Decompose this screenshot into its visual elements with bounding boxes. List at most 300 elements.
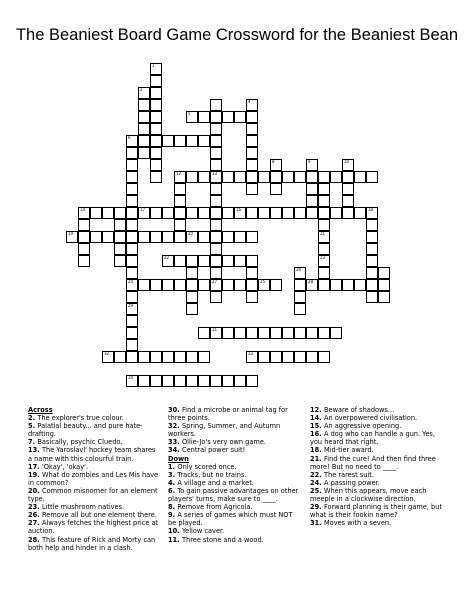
grid-cell[interactable] [294, 279, 306, 291]
grid-cell[interactable] [126, 171, 138, 183]
grid-cell[interactable] [282, 351, 294, 363]
clue-item [28, 536, 160, 552]
grid-cell[interactable] [318, 183, 330, 195]
grid-cell[interactable] [330, 207, 342, 219]
clue-item [168, 422, 302, 438]
clue-number: 26. [28, 511, 42, 520]
grid-cell[interactable] [306, 183, 318, 195]
grid-cell[interactable] [222, 375, 234, 387]
clue-number: 10 [344, 159, 350, 164]
grid-cell[interactable] [222, 231, 234, 243]
grid-cell[interactable] [306, 351, 318, 363]
clue-item [168, 511, 302, 527]
grid-cell[interactable] [102, 231, 114, 243]
grid-cell[interactable] [210, 255, 222, 267]
grid-cell[interactable] [306, 171, 318, 183]
clue-text: A passing power. [323, 478, 380, 487]
grid-cell[interactable] [186, 255, 198, 267]
clue-item [168, 446, 302, 454]
grid-cell[interactable] [306, 207, 318, 219]
grid-cell[interactable] [294, 291, 306, 303]
grid-cell[interactable] [306, 195, 318, 207]
grid-cell[interactable] [186, 375, 198, 387]
clue-item [168, 479, 302, 487]
clue-item [310, 406, 448, 414]
grid-cell[interactable] [174, 279, 186, 291]
grid-cell[interactable] [366, 279, 378, 291]
grid-cell[interactable] [90, 207, 102, 219]
grid-cell[interactable] [234, 171, 246, 183]
grid-cell[interactable] [366, 231, 378, 243]
clue-item [310, 430, 448, 446]
clue-item [310, 446, 448, 454]
grid-cell[interactable] [246, 111, 258, 123]
grid-cell[interactable] [210, 99, 222, 111]
grid-cell[interactable] [186, 291, 198, 303]
grid-cell[interactable] [342, 159, 354, 171]
grid-cell[interactable] [66, 231, 78, 243]
grid-cell[interactable] [126, 339, 138, 351]
grid-cell[interactable] [246, 255, 258, 267]
grid-cell[interactable] [210, 123, 222, 135]
grid-cell[interactable] [366, 219, 378, 231]
clue-item [168, 536, 302, 544]
grid-cell[interactable] [126, 243, 138, 255]
clue-text: Find the cure! And then find three more! But no need to ____. [310, 454, 436, 471]
grid-cell[interactable] [246, 327, 258, 339]
grid-cell[interactable] [210, 375, 222, 387]
grid-cell[interactable] [222, 171, 234, 183]
grid-cell[interactable] [150, 99, 162, 111]
clue-item [28, 503, 160, 511]
clue-item [168, 487, 302, 503]
clue-text: A dog who can handle a gun. Yes, you heard that right. [310, 430, 435, 447]
grid-cell[interactable] [246, 375, 258, 387]
grid-cell[interactable] [366, 291, 378, 303]
grid-cell[interactable] [222, 255, 234, 267]
grid-cell[interactable] [114, 231, 126, 243]
grid-cell[interactable] [222, 111, 234, 123]
grid-cell[interactable] [294, 267, 306, 279]
grid-cell[interactable] [150, 75, 162, 87]
grid-cell[interactable] [246, 279, 258, 291]
clue-item [28, 511, 160, 519]
grid-cell[interactable] [114, 207, 126, 219]
grid-cell[interactable] [126, 351, 138, 363]
grid-cell[interactable] [126, 255, 138, 267]
grid-cell[interactable] [222, 327, 234, 339]
clue-text: The explorer's true colour. [37, 414, 124, 423]
clue-text: Tracks, but no trains. [177, 470, 247, 479]
grid-cell[interactable] [102, 351, 114, 363]
grid-cell[interactable] [318, 171, 330, 183]
grid-cell[interactable] [210, 183, 222, 195]
grid-cell[interactable] [294, 171, 306, 183]
grid-cell[interactable] [210, 243, 222, 255]
grid-cell[interactable] [126, 315, 138, 327]
grid-cell[interactable] [150, 351, 162, 363]
grid-cell[interactable] [246, 147, 258, 159]
grid-cell[interactable] [126, 375, 138, 387]
grid-cell[interactable] [342, 207, 354, 219]
grid-cell[interactable] [366, 207, 378, 219]
grid-cell[interactable] [210, 135, 222, 147]
grid-cell[interactable] [138, 351, 150, 363]
grid-cell[interactable] [174, 351, 186, 363]
grid-cell[interactable] [150, 231, 162, 243]
grid-cell[interactable] [78, 255, 90, 267]
grid-cell[interactable] [198, 351, 210, 363]
grid-cell[interactable] [198, 171, 210, 183]
grid-cell[interactable] [234, 375, 246, 387]
grid-cell[interactable] [138, 111, 150, 123]
grid-cell[interactable] [210, 219, 222, 231]
grid-cell[interactable] [246, 123, 258, 135]
grid-cell[interactable] [270, 183, 282, 195]
grid-cell[interactable] [138, 123, 150, 135]
clue-number: 5 [188, 111, 191, 116]
grid-cell[interactable] [174, 231, 186, 243]
grid-cell[interactable] [150, 135, 162, 147]
grid-cell[interactable] [162, 207, 174, 219]
clue-number: 8. [168, 503, 178, 512]
clue-text: 'Okay', 'okay'. [41, 462, 89, 471]
grid-cell[interactable] [318, 219, 330, 231]
grid-cell[interactable] [186, 267, 198, 279]
clue-text: What do zombies and Les Mis have in common? [28, 470, 159, 487]
grid-cell[interactable] [234, 279, 246, 291]
grid-cell[interactable] [246, 351, 258, 363]
clue-item [168, 471, 302, 479]
grid-cell[interactable] [378, 291, 390, 303]
clue-number: 9. [168, 511, 178, 520]
grid-cell[interactable] [210, 291, 222, 303]
grid-cell[interactable] [138, 99, 150, 111]
grid-cell[interactable] [150, 147, 162, 159]
grid-cell[interactable] [162, 135, 174, 147]
grid-cell[interactable] [222, 279, 234, 291]
grid-cell[interactable] [78, 207, 90, 219]
clue-item [310, 519, 448, 527]
clue-item [28, 446, 160, 462]
grid-cell[interactable] [342, 171, 354, 183]
grid-cell[interactable] [198, 207, 210, 219]
grid-cell[interactable] [378, 279, 390, 291]
grid-cell[interactable] [330, 171, 342, 183]
grid-cell[interactable] [102, 207, 114, 219]
grid-cell[interactable] [126, 327, 138, 339]
clue-number: 27. [28, 519, 42, 528]
grid-cell[interactable] [318, 327, 330, 339]
grid-cell[interactable] [246, 159, 258, 171]
grid-cell[interactable] [126, 147, 138, 159]
grid-cell[interactable] [246, 135, 258, 147]
grid-cell[interactable] [114, 351, 126, 363]
grid-cell[interactable] [210, 207, 222, 219]
clue-text: Little mushroom natives. [41, 503, 125, 512]
grid-cell[interactable] [270, 327, 282, 339]
grid-cell[interactable] [126, 159, 138, 171]
clue-number: 1. [168, 462, 178, 471]
clue-number: 32. [168, 422, 182, 431]
clue-item [28, 422, 160, 438]
grid-cell[interactable] [198, 135, 210, 147]
grid-cell[interactable] [258, 351, 270, 363]
grid-cell[interactable] [162, 255, 174, 267]
across-header: Across [28, 406, 53, 414]
clue-item [28, 471, 160, 487]
grid-cell[interactable] [354, 171, 366, 183]
grid-cell[interactable] [174, 375, 186, 387]
grid-cell[interactable] [234, 255, 246, 267]
grid-cell[interactable] [306, 159, 318, 171]
grid-cell[interactable] [138, 279, 150, 291]
grid-cell[interactable] [174, 195, 186, 207]
grid-cell[interactable] [150, 87, 162, 99]
grid-cell[interactable] [138, 147, 150, 159]
grid-cell[interactable] [126, 219, 138, 231]
grid-cell[interactable] [210, 171, 222, 183]
clue-item [310, 503, 448, 519]
grid-cell[interactable] [258, 171, 270, 183]
grid-cell[interactable] [198, 111, 210, 123]
clue-number: 16. [310, 430, 324, 439]
grid-cell[interactable] [174, 255, 186, 267]
grid-cell[interactable] [210, 159, 222, 171]
grid-cell[interactable] [222, 207, 234, 219]
clue-number: 20 [188, 231, 194, 236]
grid-cell[interactable] [126, 183, 138, 195]
grid-cell[interactable] [270, 279, 282, 291]
grid-cell[interactable] [126, 207, 138, 219]
clue-item [168, 527, 302, 535]
grid-cell[interactable] [306, 327, 318, 339]
puzzle-title: The Beaniest Board Game Crossword for the Beaniest Bean [15, 26, 459, 44]
clue-text: Beware of shadows... [323, 406, 395, 414]
clue-item [310, 487, 448, 503]
grid-cell[interactable] [210, 267, 222, 279]
grid-cell[interactable] [78, 243, 90, 255]
grid-cell[interactable] [234, 327, 246, 339]
grid-cell[interactable] [198, 375, 210, 387]
grid-cell[interactable] [126, 303, 138, 315]
clue-text: To gain passive advantages on other players' turns, make sure to ____. [168, 486, 299, 504]
grid-cell[interactable] [354, 279, 366, 291]
clue-text: Basically, psychic Cluedo. [37, 438, 123, 447]
clue-number: 6. [168, 486, 178, 495]
grid-cell[interactable] [150, 123, 162, 135]
grid-cell[interactable] [162, 375, 174, 387]
clue-number: 33 [248, 351, 254, 356]
grid-cell[interactable] [150, 159, 162, 171]
grid-cell[interactable] [234, 207, 246, 219]
grid-cell[interactable] [210, 111, 222, 123]
grid-cell[interactable] [198, 327, 210, 339]
grid-cell[interactable] [90, 231, 102, 243]
grid-cell[interactable] [318, 267, 330, 279]
clue-number: 32 [104, 351, 110, 356]
clue-number: 12 [176, 171, 182, 176]
grid-cell[interactable] [378, 267, 390, 279]
clue-number: 11. [168, 535, 182, 544]
clue-text: Moves with a seven. [323, 519, 392, 528]
grid-cell[interactable] [138, 87, 150, 99]
grid-cell[interactable] [174, 219, 186, 231]
grid-cell[interactable] [186, 111, 198, 123]
grid-cell[interactable] [78, 231, 90, 243]
grid-cell[interactable] [258, 279, 270, 291]
grid-cell[interactable] [294, 207, 306, 219]
grid-cell[interactable] [186, 135, 198, 147]
clue-number: 20. [28, 486, 42, 495]
grid-cell[interactable] [138, 231, 150, 243]
down-header: Down [168, 454, 189, 463]
grid-cell[interactable] [186, 303, 198, 315]
grid-cell[interactable] [306, 279, 318, 291]
clue-text: Ollie-Jo's very own game. [181, 438, 266, 447]
grid-cell[interactable] [318, 207, 330, 219]
grid-cell[interactable] [246, 99, 258, 111]
grid-cell[interactable] [330, 279, 342, 291]
grid-cell[interactable] [342, 183, 354, 195]
clue-number: 34 [128, 375, 134, 380]
clue-number: 21 [320, 231, 326, 236]
grid-cell[interactable] [246, 183, 258, 195]
grid-cell[interactable] [246, 171, 258, 183]
grid-cell[interactable] [78, 219, 90, 231]
grid-cell[interactable] [162, 279, 174, 291]
grid-cell[interactable] [342, 279, 354, 291]
clue-number: 14. [310, 414, 324, 423]
grid-cell[interactable] [174, 135, 186, 147]
clue-number: 23. [28, 503, 42, 512]
grid-cell[interactable] [198, 255, 210, 267]
clue-item [168, 406, 302, 422]
grid-cell[interactable] [198, 279, 210, 291]
clue-text: Mid-tier award. [323, 446, 374, 455]
clue-number: 4. [168, 478, 178, 487]
grid-cell[interactable] [318, 255, 330, 267]
grid-cell[interactable] [330, 327, 342, 339]
grid-cell[interactable] [114, 243, 126, 255]
grid-cell[interactable] [270, 207, 282, 219]
grid-cell[interactable] [282, 207, 294, 219]
grid-cell[interactable] [186, 231, 198, 243]
grid-cell[interactable] [258, 207, 270, 219]
grid-cell[interactable] [150, 279, 162, 291]
grid-cell[interactable] [138, 135, 150, 147]
clue-number: 2. [28, 414, 38, 423]
down-clue-list-2 [310, 406, 448, 527]
grid-cell[interactable] [282, 327, 294, 339]
clue-number: 6 [128, 135, 131, 140]
grid-cell[interactable] [234, 231, 246, 243]
clue-text: Common misnomer for an element type. [28, 486, 158, 504]
grid-cell[interactable] [246, 267, 258, 279]
clue-item [310, 471, 448, 479]
grid-cell[interactable] [126, 279, 138, 291]
clue-number: 29 [128, 303, 134, 308]
grid-cell[interactable] [210, 279, 222, 291]
grid-cell[interactable] [210, 327, 222, 339]
grid-cell[interactable] [270, 351, 282, 363]
grid-cell[interactable] [366, 171, 378, 183]
grid-cell[interactable] [270, 159, 282, 171]
clue-text: The Yaroslavl' hockey team shares a name with this colourful train. [28, 446, 156, 463]
grid-cell[interactable] [318, 243, 330, 255]
clue-text: Find a microbe or animal tag for three points. [168, 406, 288, 423]
grid-cell[interactable] [294, 303, 306, 315]
grid-cell[interactable] [126, 195, 138, 207]
grid-cell[interactable] [186, 351, 198, 363]
clue-text: A village and a market. [177, 478, 254, 487]
grid-cell[interactable] [354, 207, 366, 219]
grid-cell[interactable] [174, 171, 186, 183]
grid-cell[interactable] [366, 255, 378, 267]
grid-cell[interactable] [114, 219, 126, 231]
grid-cell[interactable] [114, 255, 126, 267]
grid-cell[interactable] [318, 351, 330, 363]
grid-cell[interactable] [186, 171, 198, 183]
grid-cell[interactable] [234, 111, 246, 123]
grid-cell[interactable] [246, 231, 258, 243]
grid-cell[interactable] [318, 195, 330, 207]
grid-cell[interactable] [366, 267, 378, 279]
grid-cell[interactable] [210, 195, 222, 207]
grid-cell[interactable] [366, 243, 378, 255]
grid-cell[interactable] [174, 207, 186, 219]
grid-cell[interactable] [342, 195, 354, 207]
grid-cell[interactable] [294, 351, 306, 363]
grid-cell[interactable] [210, 147, 222, 159]
grid-cell[interactable] [150, 207, 162, 219]
clue-text: Always fetches the highest price at auction. [28, 519, 159, 536]
grid-cell[interactable] [282, 171, 294, 183]
across-clue-list-1 [28, 414, 160, 552]
grid-cell[interactable] [270, 171, 282, 183]
clue-item [310, 455, 448, 471]
grid-cell[interactable] [246, 207, 258, 219]
grid-cell[interactable] [198, 231, 210, 243]
clue-number: 17. [28, 462, 42, 471]
clue-number: 15. [310, 422, 324, 431]
grid-cell[interactable] [150, 171, 162, 183]
grid-cell[interactable] [258, 327, 270, 339]
grid-cell[interactable] [138, 207, 150, 219]
grid-cell[interactable] [318, 231, 330, 243]
grid-cell[interactable] [150, 375, 162, 387]
grid-cell[interactable] [150, 63, 162, 75]
clue-number: 5. [28, 422, 38, 431]
grid-cell[interactable] [186, 279, 198, 291]
grid-cell[interactable] [294, 327, 306, 339]
grid-cell[interactable] [162, 351, 174, 363]
grid-cell[interactable] [126, 135, 138, 147]
grid-cell[interactable] [126, 231, 138, 243]
clue-number: 2 [140, 87, 143, 92]
grid-cell[interactable] [174, 183, 186, 195]
grid-cell[interactable] [210, 231, 222, 243]
grid-cell[interactable] [150, 111, 162, 123]
grid-cell[interactable] [138, 375, 150, 387]
grid-cell[interactable] [126, 267, 138, 279]
grid-cell[interactable] [126, 291, 138, 303]
grid-cell[interactable] [162, 231, 174, 243]
grid-cell[interactable] [246, 291, 258, 303]
grid-cell[interactable] [186, 207, 198, 219]
grid-cell[interactable] [318, 279, 330, 291]
clue-number: 31 [212, 327, 218, 332]
